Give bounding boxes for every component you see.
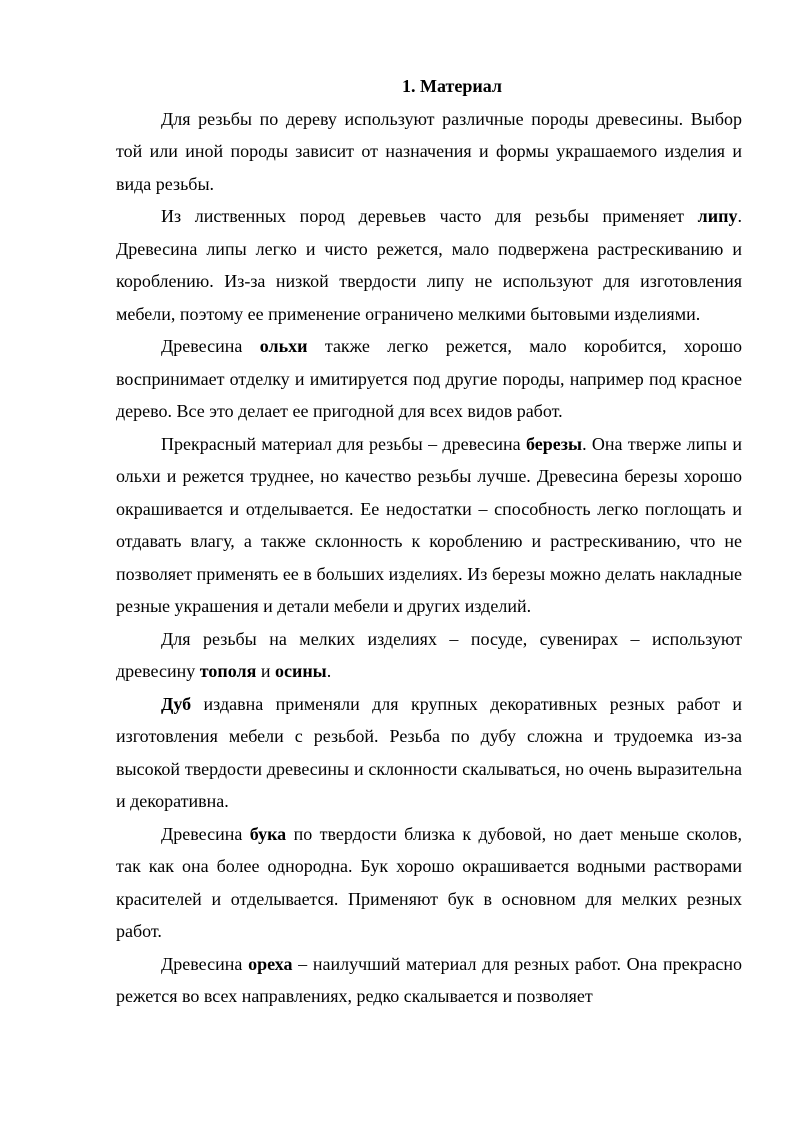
document-page [116, 70, 742, 1013]
highlighted-term: осины [274, 661, 327, 681]
paragraph-text: и [256, 661, 275, 681]
highlighted-term: ореха [248, 953, 293, 974]
highlighted-term: Дуб [161, 693, 192, 714]
paragraph-text: Из лиственных пород деревьев часто для резьбы применяет [161, 206, 698, 226]
paragraph-text: Прекрасный материал для резьбы – древесина [161, 433, 527, 454]
paragraph-beech [116, 818, 742, 948]
paragraph-text: Для резьбы по дереву используют различные породы древесины. Выбор той или иной породы зависит от назначения и формы украшаемого изделия и вида резьбы. [116, 108, 742, 194]
paragraph-alder [116, 330, 742, 428]
paragraph-oak [116, 688, 742, 818]
paragraph-poplar-aspen [116, 623, 742, 688]
paragraph-text: Древесина [161, 823, 250, 844]
paragraph-birch [116, 428, 742, 623]
paragraph-intro [116, 103, 742, 201]
paragraph-text: Для резьбы на мелких изделиях – посуде, сувенирах – используют древесину [116, 628, 742, 681]
section-title: 1. Материал [402, 76, 502, 96]
paragraph-text: . Древесина липы легко и чисто режется, мало подвержена растрескиванию и короблению. Из-за низкой твердости липу не используют для изготовления мебели, поэтому ее применение ограничено мелкими бытовыми изделиями. [116, 206, 742, 324]
paragraph-text: Древесина [161, 336, 260, 356]
highlighted-term: липу [697, 206, 738, 226]
paragraph-text: – наилучший материал для резных работ. Она прекрасно режется во всех направлениях, редко скалывается и позволяет [116, 953, 742, 1006]
paragraph-text: . [326, 661, 332, 681]
paragraph-text: . Она тверже липы и ольхи и режется труднее, но качество резьбы лучше. Древесина березы хорошо окрашивается и отделывается. Ее недостатки – способность легко поглощать и отдавать влагу, а также склонность к короблению и растрескиванию, что не позволяет применять ее в больших изделиях. Из березы можно делать накладные резные украшения и детали мебели и других изделий. [116, 433, 742, 616]
highlighted-term: березы [526, 433, 583, 454]
highlighted-term: бука [249, 823, 287, 844]
paragraph-text: Древесина [161, 953, 249, 974]
highlighted-term: тополя [199, 661, 257, 681]
paragraph-text: по твердости близка к дубовой, но дает меньше сколов, так как она более однородна. Бук хорошо окрашивается водными растворами красителей и отделывается. Применяют бук в основном для мелких резных работ. [116, 823, 742, 941]
paragraph-walnut [116, 948, 742, 1013]
paragraph-text: также легко режется, мало коробится, хорошо воспринимает отделку и имитируется под другие породы, например под красное дерево. Все это делает ее пригодной для всех видов работ. [116, 336, 742, 421]
highlighted-term: ольхи [259, 336, 308, 356]
paragraph-linden [116, 200, 742, 330]
paragraph-text: издавна применяли для крупных декоративных резных работ и изготовления мебели с резьбой. Резьба по дубу сложна и трудоемка из-за высокой твердости древесины и склонности скалываться, но очень выразительна и декоративна. [116, 693, 742, 811]
